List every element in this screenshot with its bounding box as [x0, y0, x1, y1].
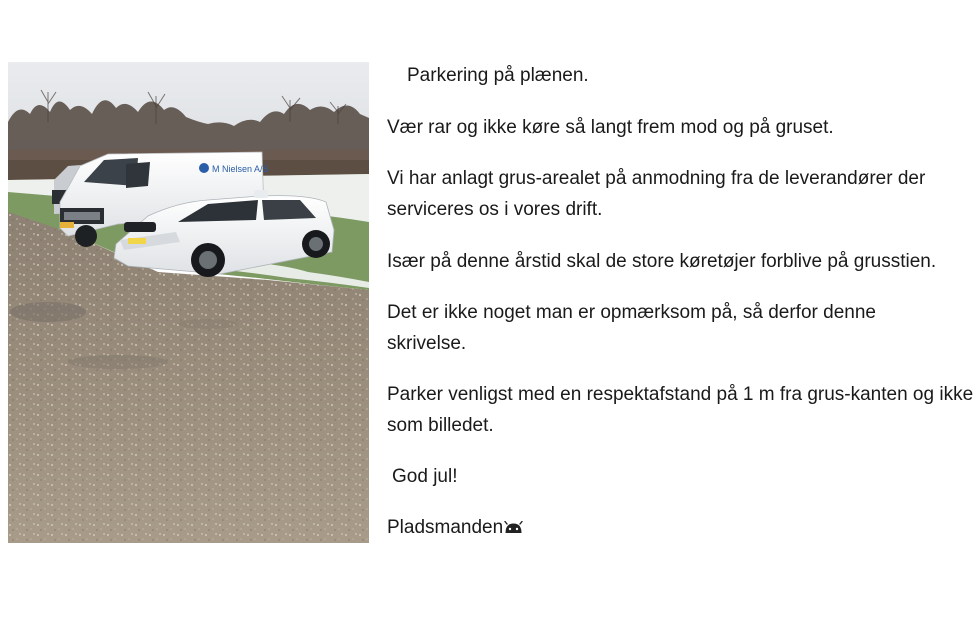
parking-photo [8, 62, 369, 543]
notice-paragraph: Det er ikke noget man er opmærksom på, så derfor denne skrivelse. [387, 302, 876, 354]
greeting: God jul! [392, 466, 458, 487]
van-logo-text: M Nielsen A/S [212, 164, 269, 174]
notice-paragraph: Vær rar og ikke køre så langt frem mod og på gruset. [387, 117, 834, 138]
notice-paragraph: Vi har anlagt grus-arealet på anmodning fra de leverandører der serviceres os i vores drift. [387, 168, 926, 220]
notice-title: Parkering på plænen. [407, 65, 589, 86]
notice-paragraph: Parker venligst med en respektafstand på 1 m fra grus-kanten og ikke som billedet. [387, 384, 973, 436]
notice-paragraph: Især på denne årstid skal de store køretøjer forblive på grusstien. [387, 251, 937, 272]
signature: Pladsmanden [387, 517, 504, 538]
signature-line [387, 512, 523, 545]
android-icon [504, 514, 523, 545]
